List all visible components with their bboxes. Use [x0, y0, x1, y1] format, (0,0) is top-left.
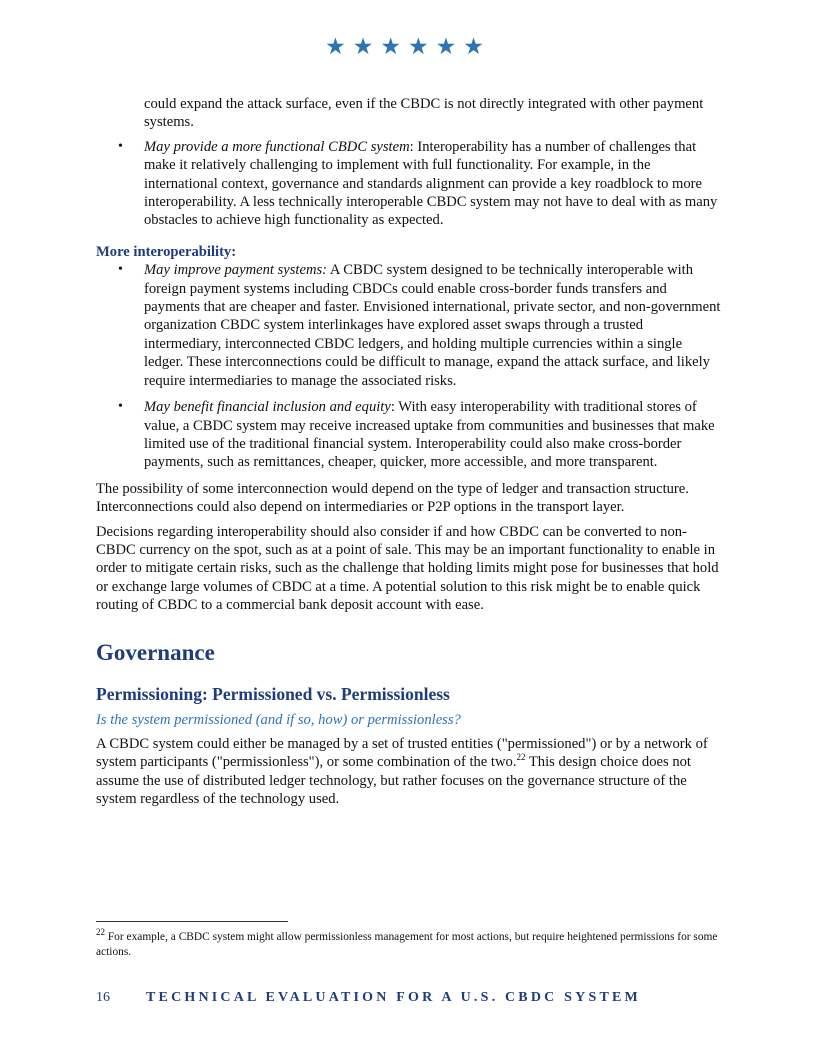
body-text: This design choice does not assume the use of distributed ledger technology, but rather focuses on the governance structure of the system regardless of the technology used. — [96, 754, 691, 808]
bullet-text: A CBDC system designed to be technically interoperable with foreign payment systems including CBDCs could enable cross-border funds transfers and payments that are cheaper and faster. Envisioned international, private sector, and non-government organization CBDC system interlinkages have explored asset swaps through a trusted intermediary, interconnected CBDC ledgers, and holding multiple currencies within a single ledger. These interconnections could be difficult to manage, expand the attack surface, and likely require intermediaries to manage the associated risks. — [144, 262, 721, 389]
more-interop-heading: More interoperability: — [96, 243, 237, 260]
body-paragraph: The possibility of some interconnection would depend on the type of ledger and transaction structure. Interconnections could also depend on intermediaries or P2P options in the transport layer. — [96, 480, 689, 516]
footnote-divider — [96, 921, 288, 922]
list-item — [96, 261, 721, 390]
footnote-ref[interactable]: 22 — [516, 752, 526, 763]
continuation-text: could expand the attack surface, even if the CBDC is not directly integrated with other payment systems. — [144, 96, 704, 131]
bullet-sep: : — [409, 138, 414, 155]
bullet-text: Interoperability has a number of challenges that make it relatively challenging to implement with full functionality. For example, in the international context, governance and standards alignment can provide a key roadblock to more interoperability. A less technically interoperable CBDC system may not have to deal with as many obstacles to achieve high functionality as expected. — [144, 138, 718, 229]
footnote-text: For example, a CBDC system might allow permissionless management for most actions, but require heightened permissions for some actions. — [96, 931, 718, 958]
subsection-heading: Permissioning: Permissioned vs. Permissionless — [96, 683, 450, 704]
header-stars: ★★★★★★ — [325, 34, 491, 59]
bullet-sep: : — [390, 399, 395, 416]
body-text: A CBDC system could either be managed by a set of trusted entities ("permissioned") or by a network of system participants ("permissionless"), or some combination of the two. — [96, 735, 708, 771]
body-paragraph — [96, 735, 721, 809]
body-paragraph: Decisions regarding interoperability should also consider if and how CBDC can be converted to non-CBDC currency on the spot, such as at a point of sale. This may be an important functionality to enable in order to mitigate certain risks, such as the challenge that holding limits might pose for businesses that hold or exchange large volumes of CBDC at a time. A potential solution to this risk might be to enable quick routing of CBDC to a commercial bank deposit account with ease. — [96, 523, 719, 614]
bullet-lead: May benefit financial inclusion and equity — [144, 399, 391, 416]
bullet-icon: • — [118, 138, 123, 154]
bullet-icon: • — [118, 399, 123, 415]
footnote — [96, 927, 721, 960]
guiding-question: Is the system permissioned (and if so, how) or permissionless? — [96, 711, 461, 728]
list-item — [96, 138, 721, 230]
document-title: TECHNICAL EVALUATION FOR A U.S. CBDC SYSTEM — [146, 990, 641, 1005]
less-interop-list — [96, 138, 721, 230]
bullet-text: With easy interoperability with traditional stores of value, a CBDC system may receive increased uptake from communities and businesses that make limited use of the traditional financial system. Interoperability could also make cross-border payments, such as remittances, cheaper, quicker, more accessible, and more transparent. — [144, 399, 715, 471]
section-heading: Governance — [96, 639, 215, 665]
list-item — [96, 398, 721, 472]
more-interop-list — [96, 261, 721, 471]
page-number: 16 — [96, 990, 110, 1005]
bullet-icon: • — [118, 262, 123, 278]
page-footer — [96, 990, 641, 1006]
bullet-lead: May provide a more functional CBDC system — [144, 138, 410, 155]
bullet-lead: May improve payment systems: — [144, 262, 328, 279]
page-content — [96, 95, 721, 815]
footnote-number: 22 — [96, 927, 105, 938]
